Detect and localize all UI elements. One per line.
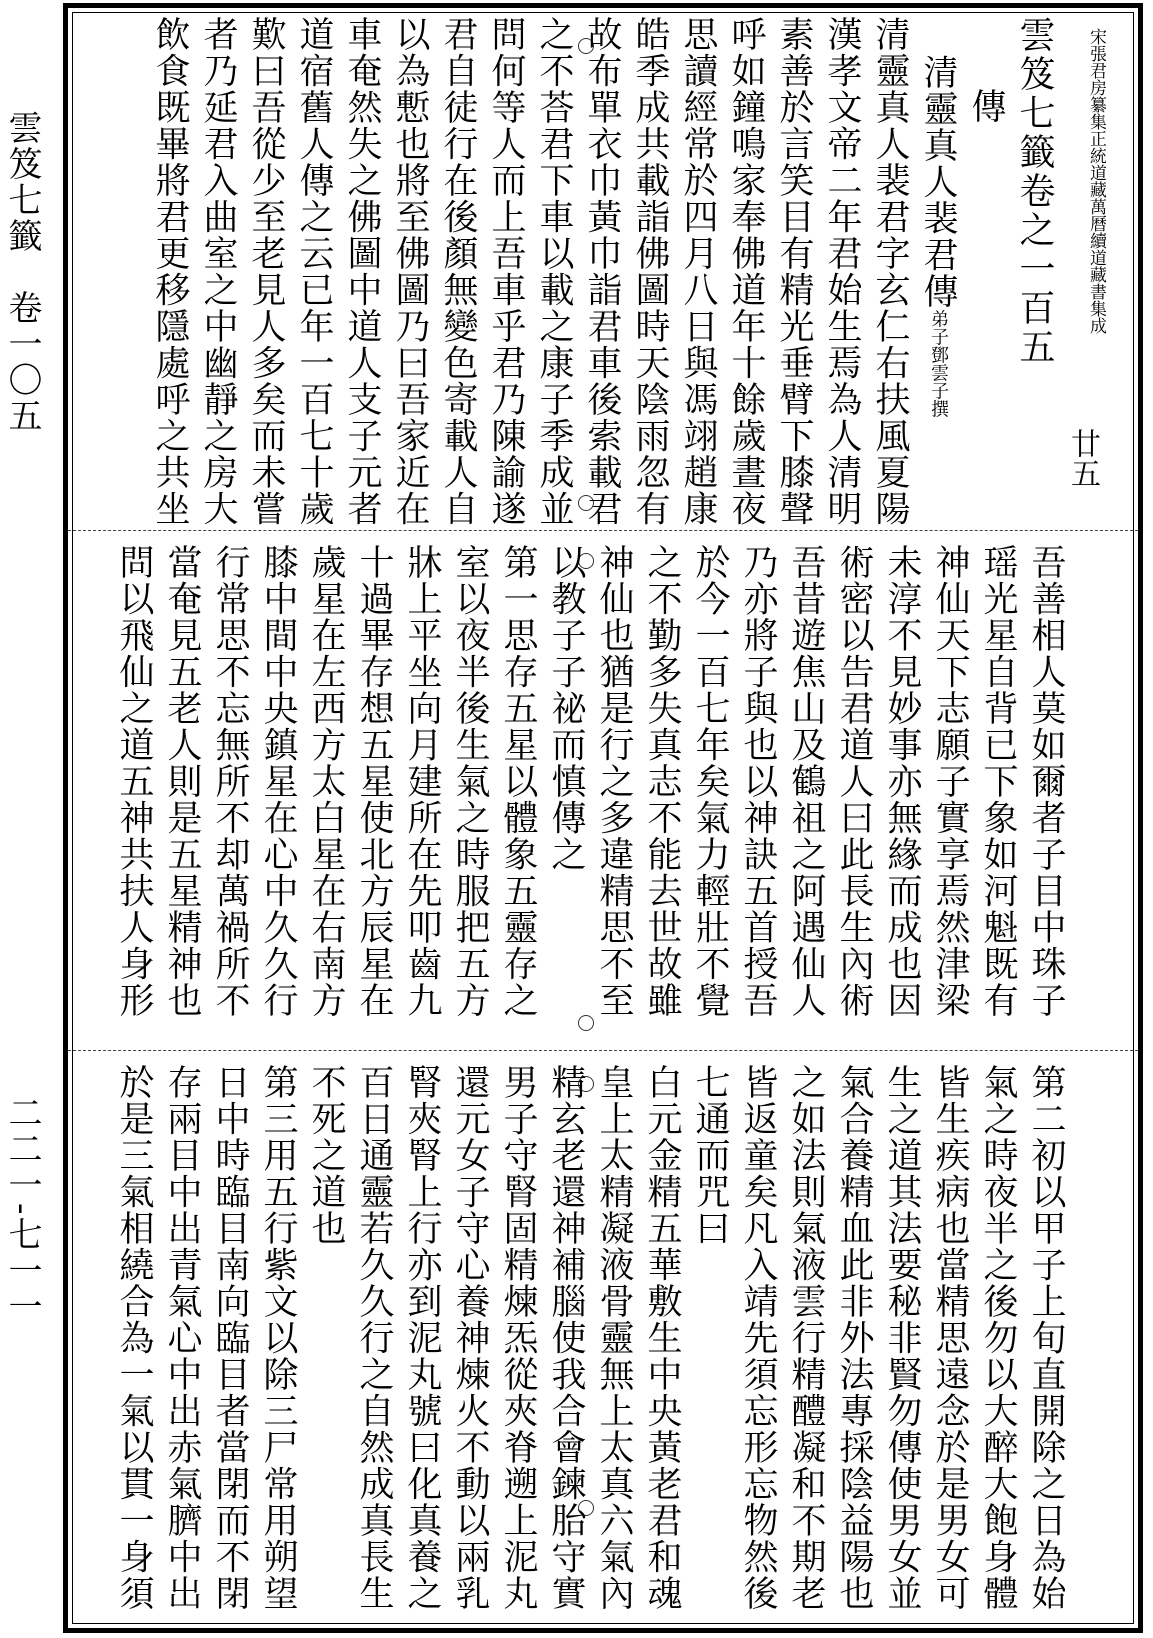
text-column: 素善於言笑目有精光垂臂下膝聲 xyxy=(774,16,814,527)
band-divider xyxy=(68,530,1138,531)
text-column: 車奄然失之佛圖中道人支子元者 xyxy=(342,16,382,527)
text-column: 以教子子祕而慎傳之 xyxy=(546,544,586,873)
text-column: 第三用五行紫文以除三尸常用朔望 xyxy=(258,1064,298,1612)
text-column: 七通而咒曰 xyxy=(690,1064,730,1247)
text-column: 之不荅君下車以載之康子季成並 xyxy=(534,16,574,527)
text-column: 膝中間中央鎮星在心中久久行 xyxy=(258,544,298,1019)
text-column: 神仙也猶是行之多違精思不至 xyxy=(594,544,634,1019)
text-column: 之不勤多失真志不能去世故雖 xyxy=(642,544,682,1019)
text-band-2 xyxy=(74,536,1132,1046)
colophon-note: 宋張君房纂集正統道藏萬曆續道藏書集成 xyxy=(1086,28,1106,334)
subtitle-author: 弟子鄧雲子撰 xyxy=(928,309,949,418)
text-band-3 xyxy=(74,1056,1132,1626)
text-column: 以為慙也將至佛圖乃曰吾家近在 xyxy=(390,16,430,527)
text-column: 乃亦將子與也以神訣五首授吾 xyxy=(738,544,778,1019)
text-column: 還元女子守心養神煉火不動以兩乳 xyxy=(450,1064,490,1612)
text-column: 日中時臨目南向臨目者當閉而不閉 xyxy=(210,1064,250,1612)
text-column: 皓季成共載詣佛圖時天陰雨忽有 xyxy=(630,16,670,527)
volume-title: 雲笈七籤卷之一百五 xyxy=(1014,16,1055,367)
text-column: 百日通靈若久久行之自然成真長生 xyxy=(354,1064,394,1612)
margin-page-number: 二二一-七一一 xyxy=(2,1095,42,1325)
text-column: 皇上太精凝液骨靈無上太真六氣內 xyxy=(594,1064,634,1612)
text-column: 君自徒行在後顏無變色寄載人自 xyxy=(438,16,478,527)
text-column: 氣之時夜半之後勿以大醉大飽身體 xyxy=(978,1064,1018,1612)
text-column: 問何等人而上吾車乎君乃陳諭遂 xyxy=(486,16,526,527)
text-column: 道宿舊人傳之云已年一百七十歲 xyxy=(294,16,334,527)
text-column: 飲食既畢將君更移隱處呼之共坐 xyxy=(150,16,190,527)
text-column: 故布單衣巾黃巾詣君車後索載君 xyxy=(582,16,622,527)
text-column: 第一思存五星以體象五靈存之 xyxy=(498,544,538,1019)
text-column: 不死之道也 xyxy=(306,1064,346,1247)
text-column: 存兩目中出青氣心中出赤氣臍中出 xyxy=(162,1064,202,1612)
text-column: 白元金精五華敷生中央黃老君和魂 xyxy=(642,1064,682,1612)
text-band-1 xyxy=(74,8,1132,528)
text-column: 室以夜半後生氣之時服把五方 xyxy=(450,544,490,1019)
text-column: 瑶光星自背已下象如河魁既有 xyxy=(978,544,1018,1019)
subtitle-main: 清靈真人裴君傳 xyxy=(918,54,958,310)
text-column: 神仙天下志願子實享焉然津梁 xyxy=(930,544,970,1019)
text-column: 呼如鐘鳴家奉佛道年十餘歲晝夜 xyxy=(726,16,766,527)
text-column: 皆返童矣凡入靖先須忘形忘物然後 xyxy=(738,1064,778,1612)
fold-number: 廿五 xyxy=(1065,428,1100,488)
text-column: 問以飛仙之道五神共扶人身形 xyxy=(114,544,154,1019)
band-divider xyxy=(68,1050,1138,1051)
text-column: 吾善相人莫如爾者子目中珠子 xyxy=(1026,544,1066,1019)
text-column: 皆生疾病也當精思遠念於是男女可 xyxy=(930,1064,970,1612)
text-column: 行常思不忘無所不却萬禍所不 xyxy=(210,544,250,1019)
text-column: 牀上平坐向月建所在先叩齒九 xyxy=(402,544,442,1019)
text-column: 腎夾腎上行亦到泥丸號曰化真養之 xyxy=(402,1064,442,1612)
text-column: 於是三氣相繞合為一氣以貫一身須 xyxy=(114,1064,154,1612)
text-column: 於今一百七年矣氣力輕壯不覺 xyxy=(690,544,730,1019)
text-column: 生之道其法要秘非賢勿傳使男女並 xyxy=(882,1064,922,1612)
text-column: 者乃延君入曲室之中幽靜之房大 xyxy=(198,16,238,527)
text-column: 吾昔遊焦山及鶴祖之阿遇仙人 xyxy=(786,544,826,1019)
text-column: 當奄見五老人則是五星精神也 xyxy=(162,544,202,1019)
text-column: 之如法則氣液雲行精醴凝和不期老 xyxy=(786,1064,826,1612)
subtitle xyxy=(916,8,960,528)
text-column: 精玄老還神補腦使我合會鍊胎守實 xyxy=(546,1064,586,1612)
text-column: 思讀經常於四月八日與馮翊趙康 xyxy=(678,16,718,527)
text-column: 第二初以甲子上旬直開除之日為始 xyxy=(1026,1064,1066,1612)
text-column: 歎曰吾從少至老見人多矣而未嘗 xyxy=(246,16,286,527)
section-heading: 傳 xyxy=(966,88,1006,125)
text-column: 未淳不見妙事亦無緣而成也因 xyxy=(882,544,922,1019)
page-frame xyxy=(63,3,1143,1633)
margin-book-title: 雲笈七籤 卷一〇五 xyxy=(2,110,42,434)
text-column: 漢孝文帝二年君始生焉為人清明 xyxy=(822,16,862,527)
text-column: 男子守腎固精煉炁從夾脊遡上泥丸 xyxy=(498,1064,538,1612)
text-column: 氣合養精血此非外法專採陰益陽也 xyxy=(834,1064,874,1612)
text-column: 清靈真人裴君字玄仁右扶風夏陽 xyxy=(870,16,910,527)
text-column: 歲星在左西方太白星在右南方 xyxy=(306,544,346,1019)
text-column: 十過畢存想五星使北方辰星在 xyxy=(354,544,394,1019)
text-column: 術密以告君道人曰此長生內術 xyxy=(834,544,874,1019)
